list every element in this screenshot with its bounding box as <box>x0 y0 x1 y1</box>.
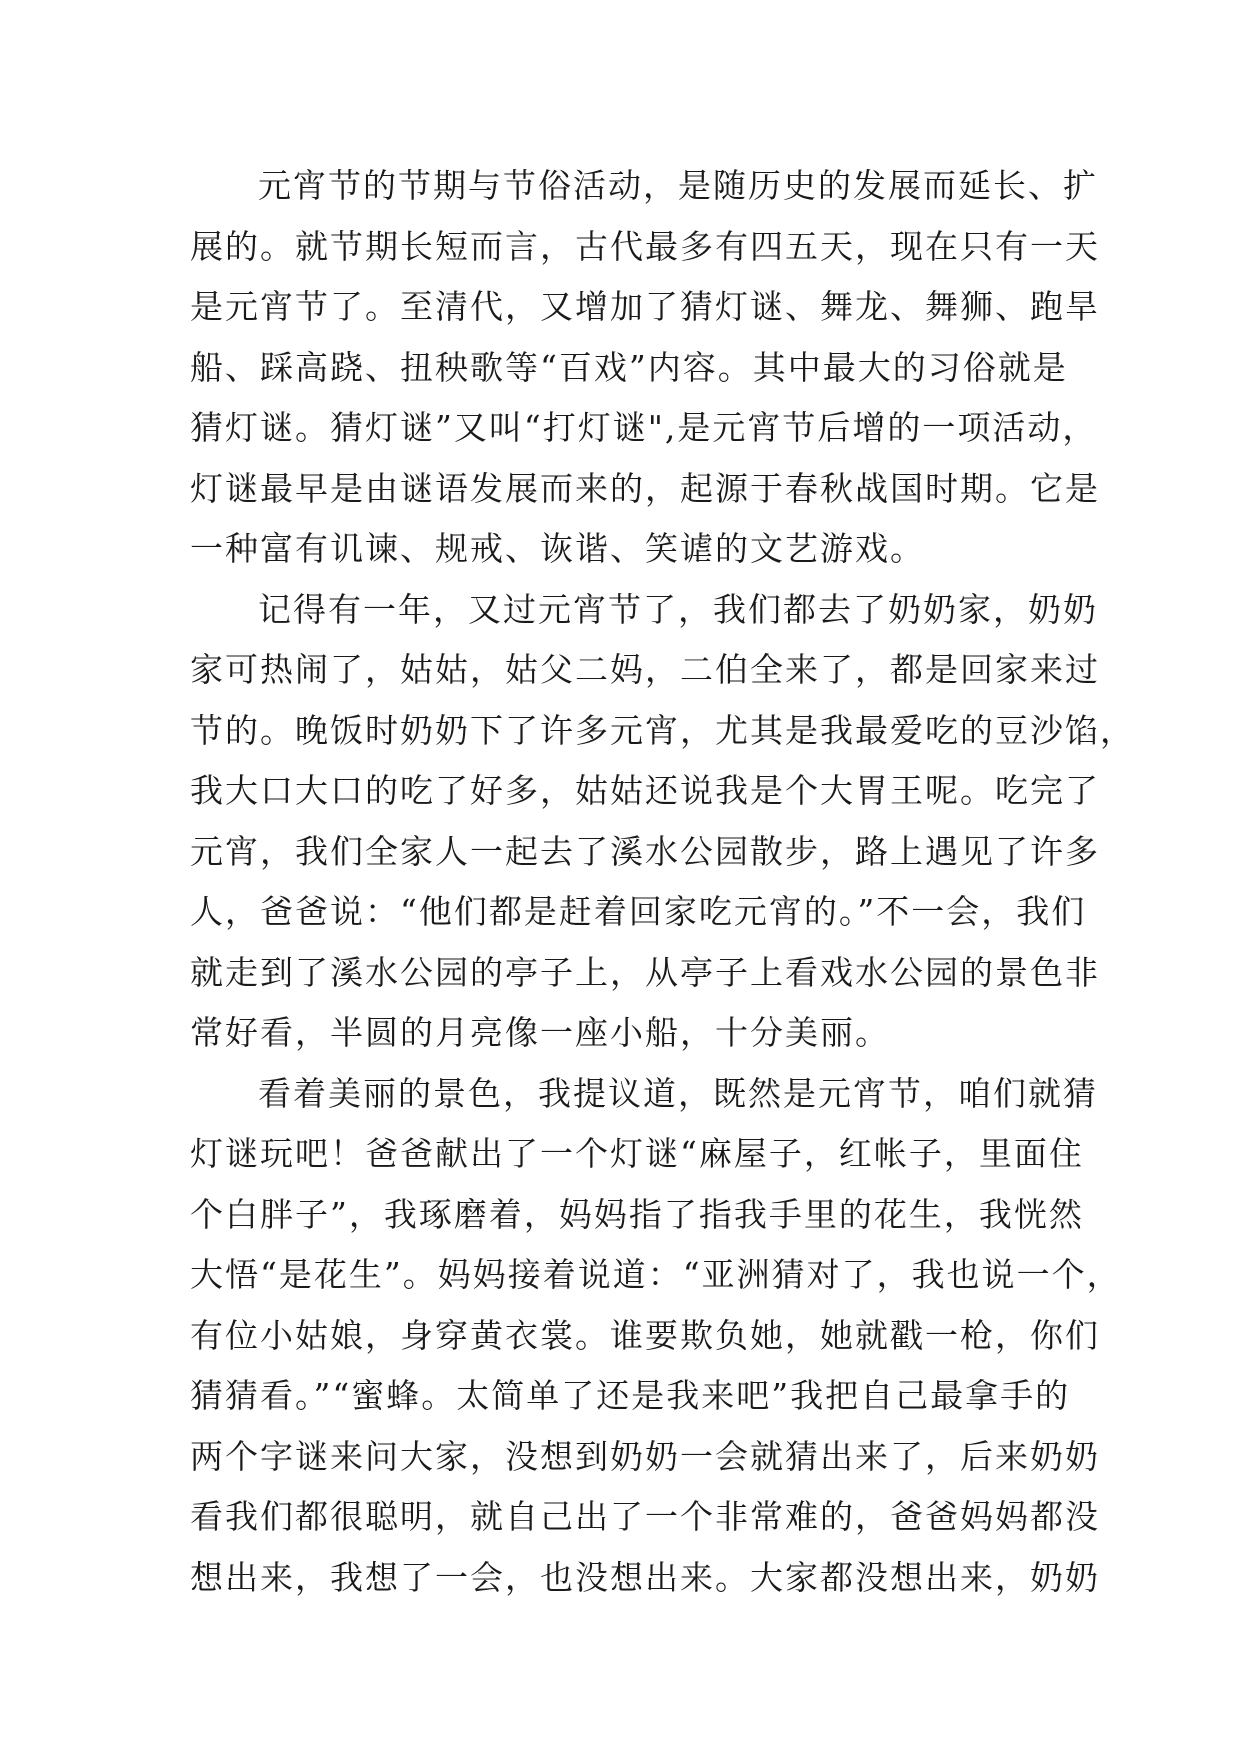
paragraph-1 <box>190 156 1100 580</box>
text-line: 看着美丽的景色，我提议道，既然是元宵节，咱们就猜 <box>258 1073 1098 1113</box>
text-line: 船、踩高跷、扭秧歌等“百戏”内容。其中最大的习俗就是 <box>190 347 1068 387</box>
text-line: 是元宵节了。至清代，又增加了猜灯谜、舞龙、舞狮、跑旱 <box>190 287 1100 326</box>
text-line: 家可热闹了，姑姑，姑父二妈，二伯全来了，都是回家来过 <box>190 650 1100 689</box>
text-line: 展的。就节期长短而言，古代最多有四五天，现在只有一天 <box>190 226 1100 266</box>
text-line: 大悟“是花生”。妈妈接着说道：“亚洲猜对了，我也说一个， <box>190 1255 1122 1294</box>
text-line: 个白胖子”，我琢磨着，妈妈指了指我手里的花生，我恍然 <box>190 1194 1084 1234</box>
paragraph-2 <box>190 580 1135 1064</box>
text-line: 有位小姑娘，身穿黄衣裳。谁要欺负她，她就戳一枪，你们 <box>190 1315 1100 1355</box>
document-page <box>190 156 1135 1608</box>
text-line: 猜灯谜。猜灯谜”又叫“打灯谜",是元宵节后增的一项活动， <box>190 408 1098 447</box>
text-line: 元宵节的节期与节俗活动，是随历史的发展而延长、扩 <box>258 166 1098 205</box>
text-line: 灯谜最早是由谜语发展而来的，起源于春秋战国时期。它是 <box>190 468 1100 508</box>
text-line: 我大口大口的吃了好多，姑姑还说我是个大胃王呢。吃完了 <box>190 771 1100 810</box>
text-line: 就走到了溪水公园的亭子上，从亭子上看戏水公园的景色非 <box>190 952 1100 992</box>
paragraph-3 <box>190 1064 1122 1609</box>
text-line: 人，爸爸说：“他们都是赶着回家吃元宵的。”不一会，我们 <box>190 892 1087 931</box>
text-line: 灯谜玩吧！爸爸献出了一个灯谜“麻屋子，红帐子，里面住 <box>190 1134 1084 1173</box>
text-line: 想出来，我想了一会，也没想出来。大家都没想出来，奶奶 <box>190 1557 1100 1597</box>
text-line: 常好看，半圆的月亮像一座小船，十分美丽。 <box>190 1013 890 1052</box>
text-line: 节的。晚饭时奶奶下了许多元宵，尤其是我最爱吃的豆沙馅， <box>190 710 1135 750</box>
text-line: 记得有一年，又过元宵节了，我们都去了奶奶家，奶奶 <box>258 589 1098 629</box>
text-line: 两个字谜来问大家，没想到奶奶一会就猜出来了，后来奶奶 <box>190 1436 1100 1476</box>
text-line: 看我们都很聪明，就自己出了一个非常难的，爸爸妈妈都没 <box>190 1497 1100 1536</box>
text-line: 猜猜看。”“蜜蜂。太简单了还是我来吧”我把自己最拿手的 <box>190 1376 1071 1415</box>
text-line: 一种富有讥谏、规戒、诙谐、笑谑的文艺游戏。 <box>190 529 925 568</box>
text-line: 元宵，我们全家人一起去了溪水公园散步，路上遇见了许多 <box>190 831 1100 871</box>
